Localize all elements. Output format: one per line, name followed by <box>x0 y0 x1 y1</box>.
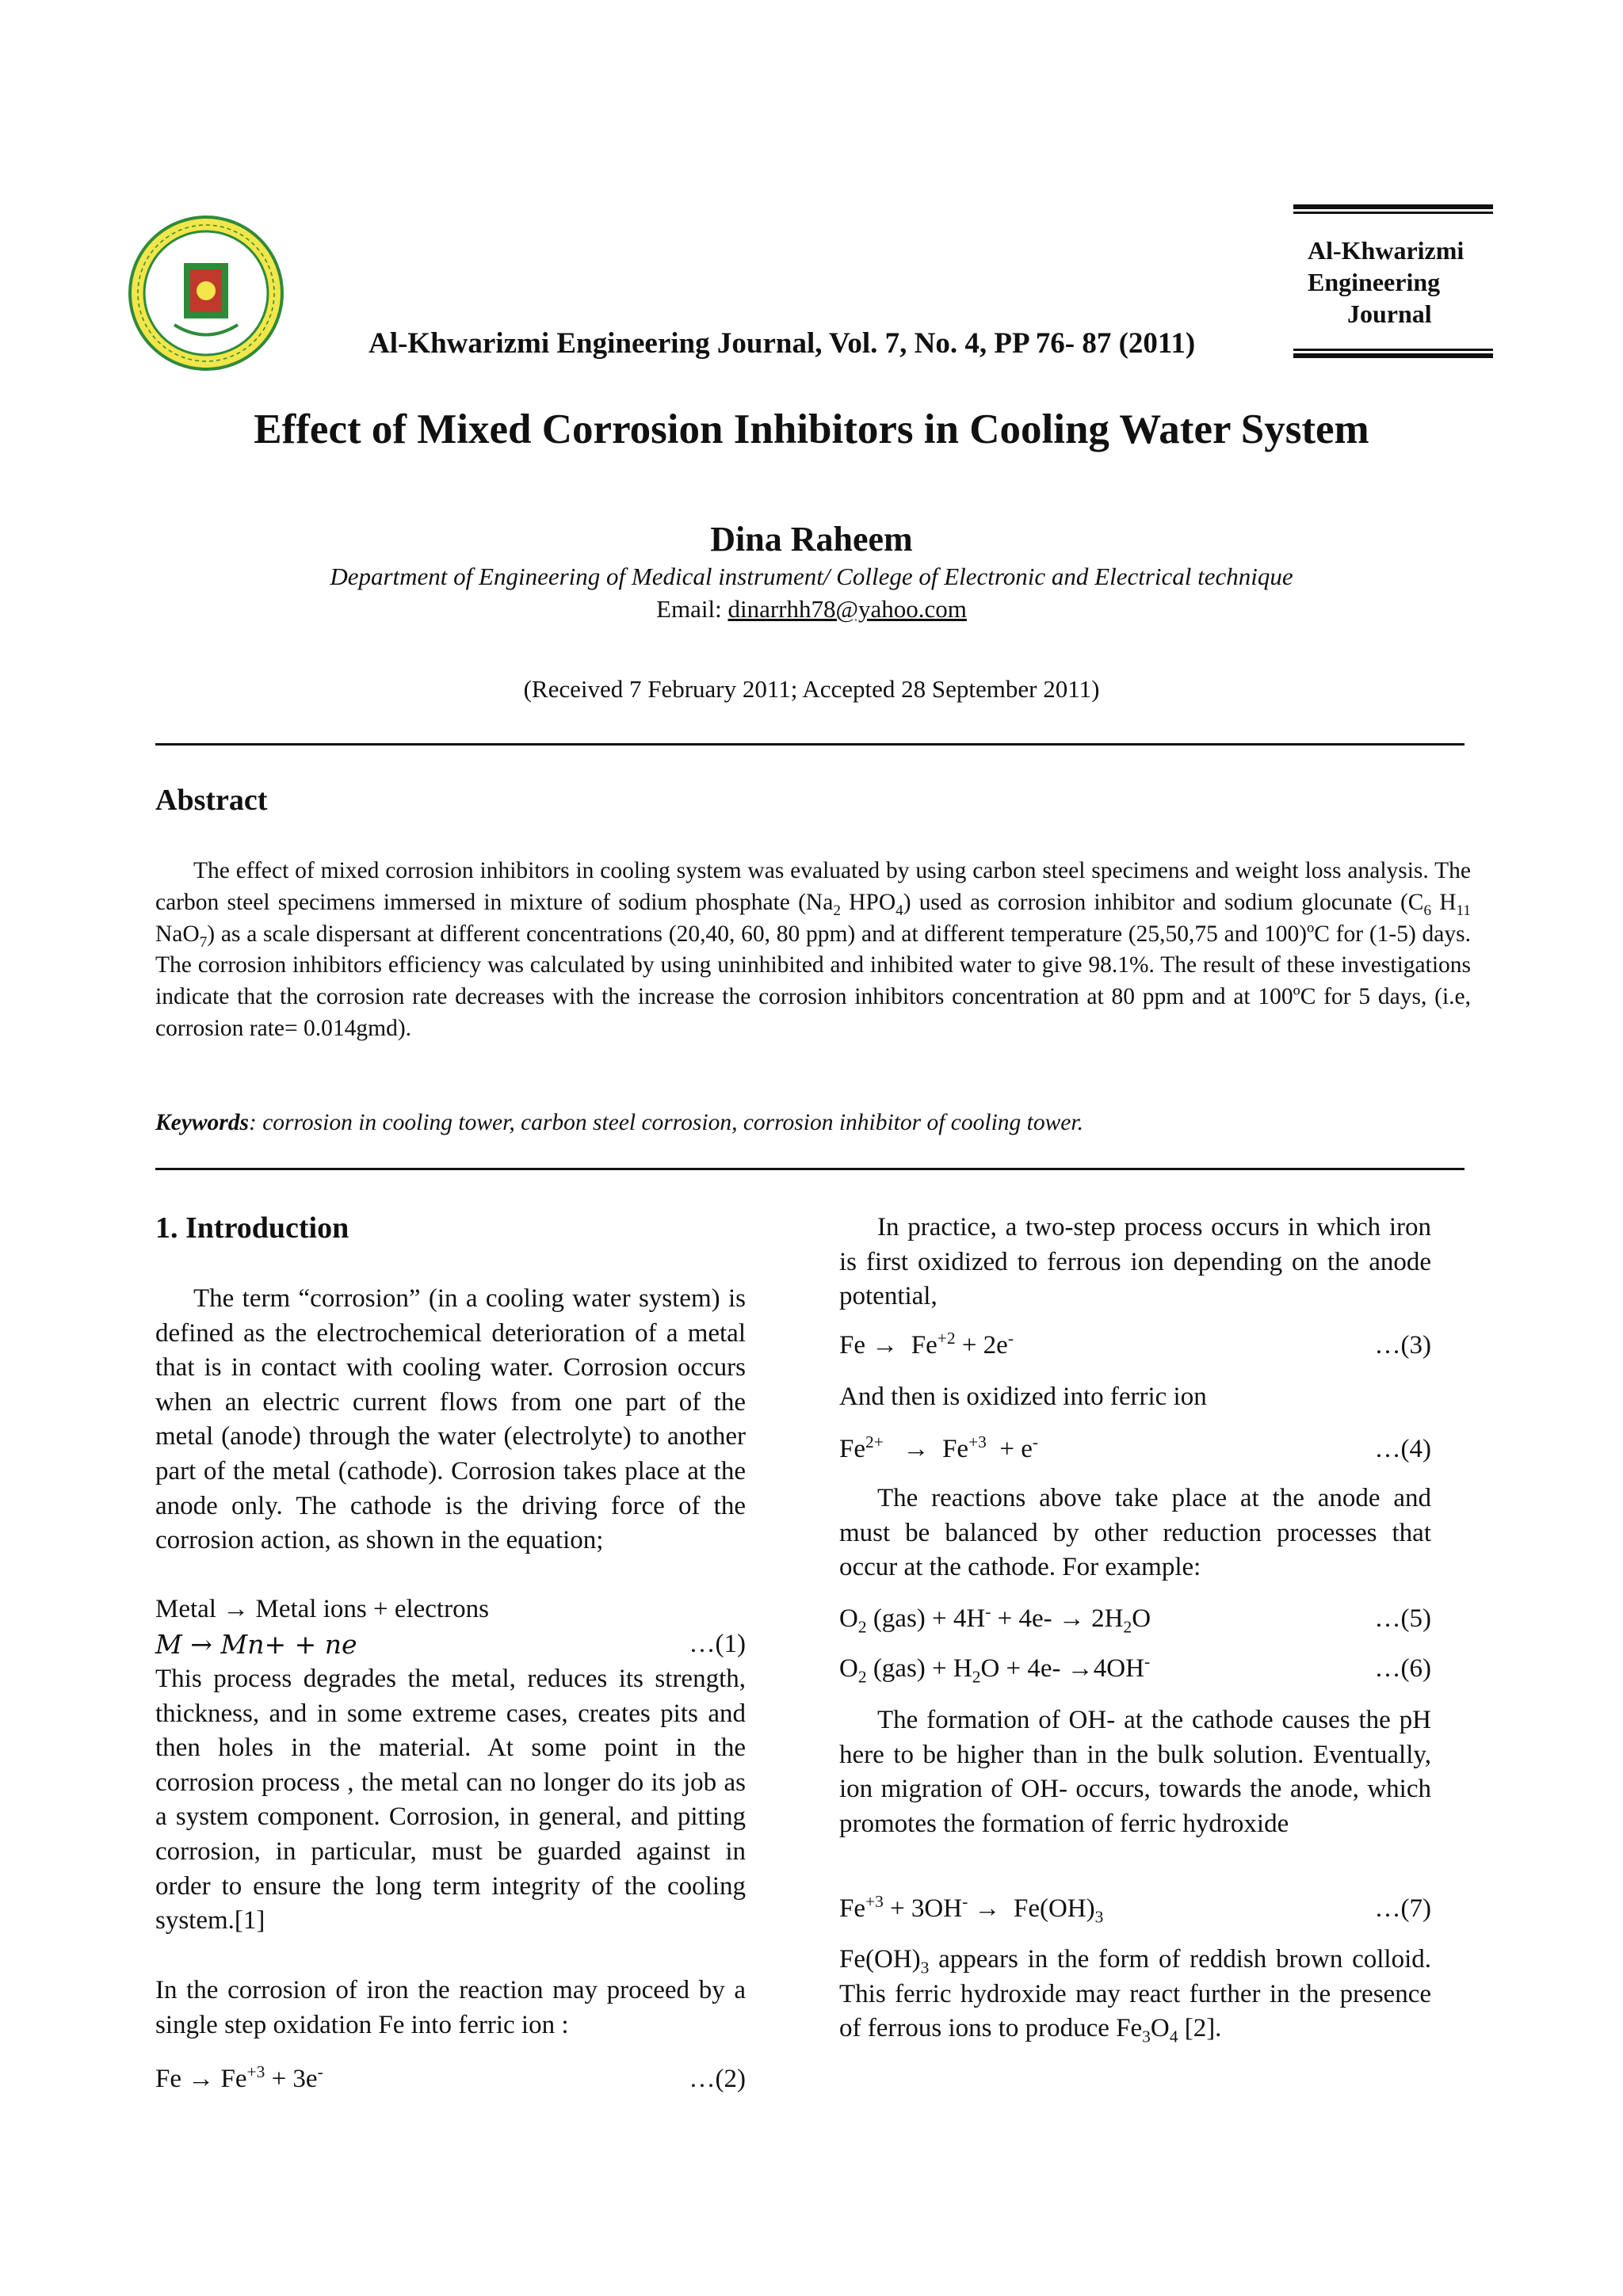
divider-bottom <box>155 1168 1465 1170</box>
equation-2 <box>155 2062 746 2097</box>
author-name: Dina Raheem <box>710 520 913 559</box>
equation-expression: $Fe \to Fe^{+3} + 3e^-$ <box>155 2062 323 2093</box>
abstract-part: ) as a scale dispersant at different concentrations (20,40, 60, 80 ppm) and at different temperature (25,50,75 and 100)ºC for (1-5) days. The corrosion inhibitors efficiency was calculated by using uninhibited and inhibited water to give 98.1%. The result of these investigations indicate that the corrosion rate decreases with the increase the corrosion inhibitors concentration at 80 ppm and at 100ºC for 5 days, (i.e, corrosion rate= 0.014gmd). <box>155 921 1471 1041</box>
abstract-part: The effect of mixed corrosion inhibitors in cooling system was evaluated by using carbon steel specimens and weight loss analysis. The carbon steel specimens immersed in mixture of sodium phosphate (Na <box>155 858 1471 915</box>
badge-line-1: Al-Khwarizmi <box>1308 236 1465 265</box>
equation-number: …(4) <box>1374 1435 1431 1463</box>
journal-badge <box>1308 235 1506 330</box>
paragraph-text: In practice, a two-step process occurs in which iron is first oxidized to ferrous ion depending on the anode potential, <box>839 1213 1431 1311</box>
metal-equation-text: Metal → Metal ions + electrons <box>155 1595 489 1623</box>
equation-7 <box>839 1892 1431 1927</box>
subscript: 3 <box>1142 2027 1151 2046</box>
abstract-part: ) used as corrosion inhibitor and sodium glocunate (C <box>903 889 1424 915</box>
paragraph-text: The term “corrosion” (in a cooling water system) is defined as the electrochemical deterioration of a metal that is in contact with cooling water. Corrosion occurs when an electric current flows from one part of the metal (anode) through the water (electrolyte) to another part of the metal (cathode). Corrosion takes place at the anode only. The cathode is the driving force of the corrosion action, as shown in the equation; <box>155 1284 746 1555</box>
paragraph-text: appears in the form of reddish brown colloid. This ferric hydroxide may react further in the presence of ferrous ions to produce Fe <box>839 1945 1431 2043</box>
paragraph-text: The reactions above take place at the anode and must be balanced by other reduction processes that occur at the cathode. For example: <box>839 1484 1431 1582</box>
equation-number: …(7) <box>1374 1894 1431 1923</box>
paragraph-text: [2]. <box>1178 2014 1222 2043</box>
equation-expression: $Fe \to Fe^{+2} + 2e^-$ <box>839 1329 1014 1360</box>
abstract-text <box>155 856 1471 1045</box>
intro-paragraph-1 <box>155 1282 746 1558</box>
badge-rule-top <box>1293 204 1493 214</box>
equation-number: …(5) <box>1374 1604 1431 1633</box>
equation-4 <box>839 1432 1431 1467</box>
equation-number: …(2) <box>689 2065 746 2093</box>
equation-5 <box>839 1602 1431 1637</box>
introduction-heading: 1. Introduction <box>155 1211 349 1245</box>
author-email <box>0 595 1623 624</box>
university-seal-icon <box>127 214 285 372</box>
keywords-line <box>155 1110 1471 1136</box>
subscript: 2 <box>833 902 841 919</box>
received-dates: (Received 7 February 2011; Accepted 28 September 2011) <box>523 675 1100 703</box>
abstract-heading: Abstract <box>155 784 268 817</box>
equation-6 <box>839 1652 1431 1687</box>
divider-top <box>155 743 1465 746</box>
subscript: 3 <box>920 1958 930 1978</box>
equation-expression: M → Mn+ + ne <box>155 1629 357 1660</box>
paper-title: Effect of Mixed Corrosion Inhibitors in Cooling Water System <box>254 406 1369 452</box>
paragraph-text: The formation of OH- at the cathode causes the pH here to be higher than in the bulk solution. Eventually, ion migration of OH- occurs, towards the anode, which promotes the formation of ferric hydroxide <box>839 1706 1431 1838</box>
paragraph-text: O <box>1150 2014 1170 2043</box>
equation-number: …(6) <box>1374 1654 1431 1683</box>
right-paragraph-3 <box>839 1482 1431 1585</box>
abstract-part: H <box>1431 889 1457 915</box>
abstract-part: HPO <box>840 889 896 915</box>
right-paragraph-5 <box>839 1943 1431 2046</box>
subscript: 6 <box>1423 902 1432 919</box>
email-link[interactable]: dinarrhh78@yahoo.com <box>727 595 967 623</box>
right-paragraph-2: And then is oxidized into ferric ion <box>839 1383 1207 1411</box>
badge-line-2: Engineering <box>1308 268 1441 296</box>
journal-citation: Al-Khwarizmi Engineering Journal, Vol. 7, No. 4, PP 76- 87 (2011) <box>369 327 1196 360</box>
equation-number: …(1) <box>689 1630 746 1658</box>
subscript: 11 <box>1456 902 1471 919</box>
equation-expression: $Fe^{2+} \to Fe^{+3} + e^-$ <box>839 1432 1039 1463</box>
subscript: 4 <box>1169 2027 1178 2046</box>
abstract-part: NaO <box>155 921 200 947</box>
right-paragraph-4 <box>839 1703 1431 1841</box>
email-label: Email: <box>656 595 722 623</box>
equation-expression: $O_2$ $(gas) + 4H^- + 4e- \to 2H_2O$ <box>839 1602 1151 1637</box>
intro-paragraph-3: In the corrosion of iron the reaction may proceed by a single step oxidation Fe into ferric ion : <box>155 1976 746 2039</box>
equation-1 <box>155 1627 746 1662</box>
equation-expression: $O_2$ $(gas) + H_2O + 4e- \to 4OH^-$ <box>839 1652 1151 1687</box>
author-affiliation: Department of Engineering of Medical instrument/ College of Electronic and Electrical technique <box>330 563 1293 590</box>
badge-line-3: Journal <box>1347 299 1432 328</box>
journal-logo <box>127 214 285 372</box>
keywords-text: : corrosion in cooling tower, carbon steel corrosion, corrosion inhibitor of cooling tower. <box>249 1110 1083 1135</box>
keywords-label: Keywords <box>155 1110 249 1135</box>
paragraph-text: Fe(OH) <box>839 1945 921 1974</box>
subscript: 4 <box>896 902 903 919</box>
equation-3 <box>839 1329 1431 1363</box>
right-paragraph-1 <box>839 1211 1431 1314</box>
equation-expression: $Fe^{+3} + 3OH^- \to Fe(OH)_3$ <box>839 1892 1104 1927</box>
subscript: 7 <box>199 933 208 951</box>
badge-rule-bottom <box>1293 349 1493 358</box>
intro-paragraph-2: This process degrades the metal, reduces its strength, thickness, and in some extreme cases, creates pits and then holes in the material. At some point in the corrosion process , the metal can no longer do its job as a system component. Corrosion, in general, and pitting corrosion, in particular, must be guarded against in order to ensure the long term integrity of the cooling system.[1] <box>155 1665 746 1936</box>
equation-number: …(3) <box>1374 1331 1431 1360</box>
